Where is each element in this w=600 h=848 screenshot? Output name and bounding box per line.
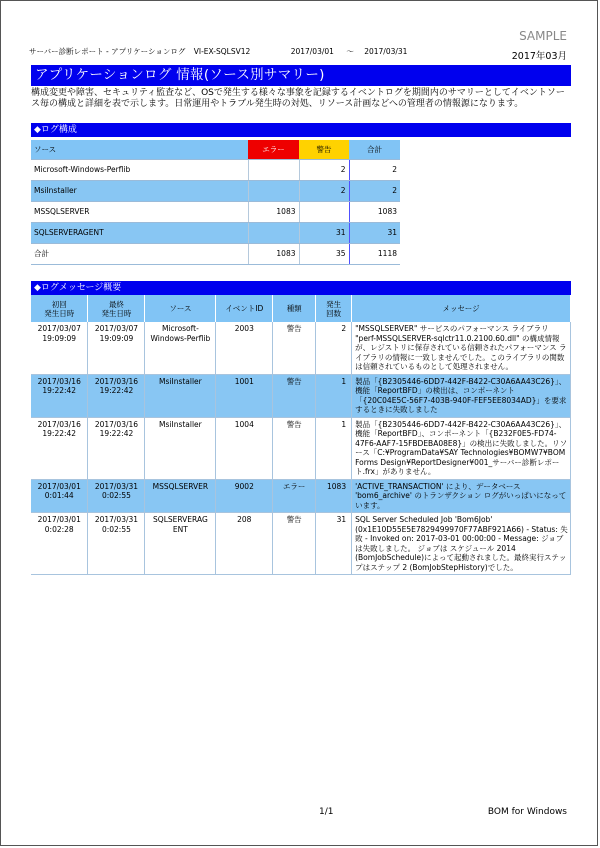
cell-type: 警告 <box>273 322 316 374</box>
cell-first-occurrence: 2017/03/01 0:01:44 <box>31 479 88 513</box>
cell-message: 製品「{B2305446-6DD7-442F-B422-C30A6AA43C26}」、機能「ReportBFD」の検出は、コンポーネント「{20C04E5C-56F7-403B-940F-FEF5EE8034AD}」を要求するときに失敗しました <box>352 374 571 417</box>
period-end: 2017/03/31 <box>364 47 408 56</box>
cell-source: MsiInstaller <box>145 374 216 417</box>
cell-type: 警告 <box>273 374 316 417</box>
footer-brand: BOM for Windows <box>487 807 567 817</box>
cell-total: 2 <box>349 180 400 201</box>
cell-source: MSSQLSERVER <box>145 479 216 513</box>
col-message: メッセージ <box>352 295 571 322</box>
table-header-row <box>31 295 571 322</box>
sample-watermark: SAMPLE <box>519 29 567 43</box>
col-first-occurrence: 初回 発生日時 <box>31 295 88 322</box>
cell-error <box>248 180 299 201</box>
cell-error: 1083 <box>248 243 299 264</box>
summary-row <box>31 243 400 264</box>
cell-source: Microsoft- Windows-Perflib <box>145 322 216 374</box>
cell-event-id: 2003 <box>216 322 273 374</box>
cell-last-occurrence: 2017/03/31 0:02:55 <box>88 479 145 513</box>
section-title-messages: ◆ログメッセージ概要 <box>31 281 571 295</box>
cell-source: MsiInstaller <box>145 417 216 479</box>
cell-message: 製品「{B2305446-6DD7-442F-B422-C30A6AA43C26}」、機能「ReportBFD」、コンポーネント「{B232F0E5-FD74-47F6-AAF7-15FBDEBA08E8}」の検出に失敗しました。リソース「C:¥ProgramData¥SAY Technologies¥BOMW7¥BOM Forms Design¥ReportDesigner¥001_サーバー診断レポート.frx」がありません。 <box>352 417 571 479</box>
cell-first-occurrence: 2017/03/16 19:22:42 <box>31 417 88 479</box>
cell-total: 1118 <box>349 243 400 264</box>
report-description: 構成変更や障害、セキュリティ監査など、OSで発生する様々な事象を記録するイベントログを期間内のサマリーとしてイベントソース毎の構成と詳細を表で示します。日常運用やトラブル発生時の対処、リソース計画などへの管理者の情報源になります。 <box>31 88 565 109</box>
report-month: 2017年03月 <box>511 51 567 62</box>
report-header-title: サーバー診断レポート - アプリケーションログ <box>29 47 186 56</box>
table-row <box>31 159 400 180</box>
col-count: 発生 回数 <box>316 295 352 322</box>
col-warning: 警告 <box>299 140 349 159</box>
table-row <box>31 513 571 575</box>
cell-source: SQLSERVERAG ENT <box>145 513 216 575</box>
cell-first-occurrence: 2017/03/16 19:22:42 <box>31 374 88 417</box>
cell-error: 1083 <box>248 201 299 222</box>
cell-count: 1 <box>316 417 352 479</box>
cell-last-occurrence: 2017/03/16 19:22:42 <box>88 417 145 479</box>
section-title-composition: ◆ログ構成 <box>31 123 571 137</box>
cell-event-id: 9002 <box>216 479 273 513</box>
col-source: ソース <box>145 295 216 322</box>
cell-source: MSSQLSERVER <box>31 201 248 222</box>
log-message-table <box>31 295 571 575</box>
cell-event-id: 1001 <box>216 374 273 417</box>
col-event-id: イベントID <box>216 295 273 322</box>
cell-count: 1083 <box>316 479 352 513</box>
col-last-occurrence: 最終 発生日時 <box>88 295 145 322</box>
cell-source: 合計 <box>31 243 248 264</box>
page-number: 1/1 <box>319 807 334 817</box>
cell-type: 警告 <box>273 513 316 575</box>
table-row <box>31 222 400 243</box>
cell-total: 1083 <box>349 201 400 222</box>
log-composition-table <box>31 140 400 265</box>
table-row <box>31 479 571 513</box>
table-row <box>31 180 400 201</box>
col-type: 種類 <box>273 295 316 322</box>
cell-error <box>248 159 299 180</box>
col-total: 合計 <box>349 140 400 159</box>
table-row <box>31 374 571 417</box>
cell-type: 警告 <box>273 417 316 479</box>
cell-warning <box>299 201 349 222</box>
cell-total: 2 <box>349 159 400 180</box>
cell-last-occurrence: 2017/03/07 19:09:09 <box>88 322 145 374</box>
period-start: 2017/03/01 <box>290 47 334 56</box>
page-title: アプリケーションログ 情報(ソース別サマリー) <box>31 65 571 86</box>
period-separator: ～ <box>346 47 354 56</box>
table-row <box>31 322 571 374</box>
cell-message: "MSSQLSERVER" サービスのパフォーマンス ライブラリ "perf-MSSQLSERVER-sqlctr11.0.2100.60.dll" の構成情報が、レジストリに保存されている信頼されたパフォーマンス ライブラリの情報に一致しませんでした。このライブラリの関数は信頼されているものとして処理されません。 <box>352 322 571 374</box>
cell-warning: 2 <box>299 180 349 201</box>
cell-last-occurrence: 2017/03/31 0:02:55 <box>88 513 145 575</box>
cell-message: 'ACTIVE_TRANSACTION' により、データベース 'bom6_archive' のトランザクション ログがいっぱいになっています。 <box>352 479 571 513</box>
cell-count: 1 <box>316 374 352 417</box>
cell-source: Microsoft-Windows-Perflib <box>31 159 248 180</box>
cell-warning: 2 <box>299 159 349 180</box>
cell-source: SQLSERVERAGENT <box>31 222 248 243</box>
cell-event-id: 1004 <box>216 417 273 479</box>
server-name: VI-EX-SQLSV12 <box>193 47 251 56</box>
cell-count: 31 <box>316 513 352 575</box>
table-row <box>31 201 400 222</box>
cell-message: SQL Server Scheduled Job 'Bom6Job' (0x1E10D55E5E7829499970F77ABF921A66) - Status: 失敗 - Invoked on: 2017-03-01 00:00:00 - Message: ジョブは失敗しました。 ジョブは スケジュール 2014 (BomJobSchedule)によって起動されました。最終実行ステップはステップ 2 (BomJobStepHistory)でした。 <box>352 513 571 575</box>
cell-total: 31 <box>349 222 400 243</box>
cell-error <box>248 222 299 243</box>
cell-source: MsiInstaller <box>31 180 248 201</box>
col-error: エラー <box>248 140 299 159</box>
cell-count: 2 <box>316 322 352 374</box>
cell-warning: 31 <box>299 222 349 243</box>
cell-warning: 35 <box>299 243 349 264</box>
table-row <box>31 417 571 479</box>
cell-first-occurrence: 2017/03/01 0:02:28 <box>31 513 88 575</box>
col-source: ソース <box>31 140 248 159</box>
cell-first-occurrence: 2017/03/07 19:09:09 <box>31 322 88 374</box>
cell-type: エラー <box>273 479 316 513</box>
cell-event-id: 208 <box>216 513 273 575</box>
table-header-row <box>31 140 400 159</box>
report-header <box>29 46 407 57</box>
cell-last-occurrence: 2017/03/16 19:22:42 <box>88 374 145 417</box>
